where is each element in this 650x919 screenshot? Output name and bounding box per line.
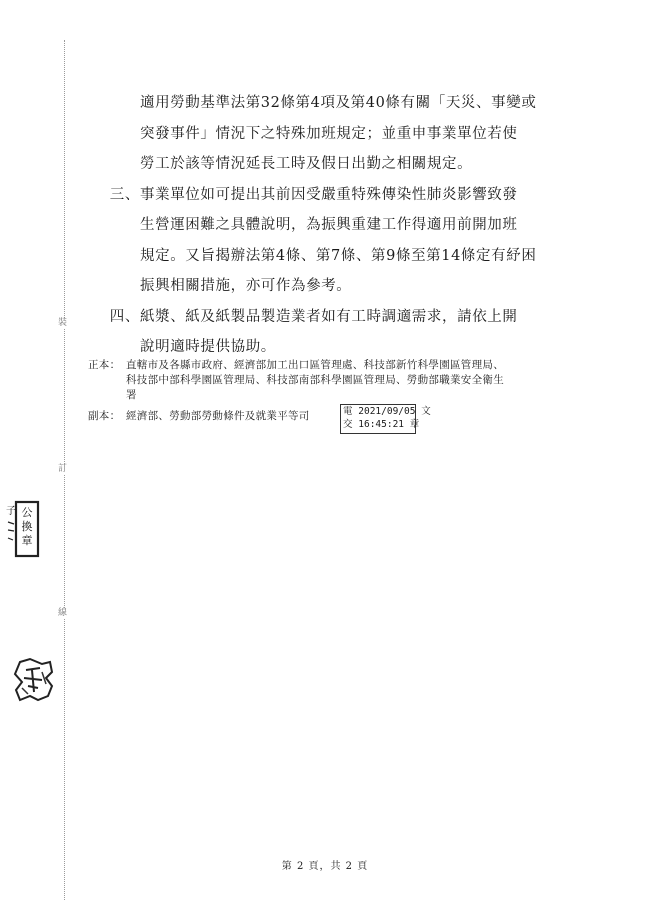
item-line: 規定。又旨揭辦法第4條、第7條、第9條至第14條定有紓困: [140, 247, 537, 264]
paragraph-line: 勞工於該等情況延長工時及假日出勤之相關規定。: [140, 156, 473, 172]
distribution-list: [88, 358, 588, 424]
item-line: 說明適時提供協助。: [140, 339, 276, 355]
main-recipients-text: 直轄市及各縣市政府、經濟部加工出口區管理處、科技部新竹科學園區管理局、: [126, 359, 504, 371]
stamp-row-1: [341, 405, 431, 418]
electronic-exchange-stamp: [340, 404, 431, 434]
exchange-seal-icon: [6, 500, 40, 558]
binding-mark-bottom: 線: [58, 608, 68, 618]
svg-text:子: 子: [6, 506, 16, 517]
binding-mark-top: 裝: [58, 318, 68, 328]
list-item-4: [100, 302, 600, 333]
stamp-char: 交: [343, 419, 353, 430]
copy-recipients-row: [88, 409, 588, 424]
item-line: 振興相關措施，亦可作為參考。: [140, 278, 352, 294]
svg-text:章: 章: [21, 534, 33, 547]
item-line: 事業單位如可提出其前因受嚴重特殊傳染性肺炎影響致發: [140, 186, 518, 203]
main-recipients-label: 正本：: [88, 359, 121, 371]
stamp-char: 章: [409, 419, 420, 430]
item-line: 生營運困難之具體說明，為振興重建工作得適用前開加班: [140, 217, 518, 233]
paragraph-line: 適用勞動基準法第32條第4項及第40條有關「天災、事變或: [140, 95, 537, 111]
main-recipients-row: [88, 358, 588, 373]
page-number-footer: 第 2 頁，共 2 頁: [281, 861, 369, 872]
item-number: 四、: [109, 308, 140, 325]
main-recipients-text: 署: [126, 389, 137, 401]
item-number: 三、: [109, 186, 140, 203]
stamp-row-2: [341, 418, 420, 431]
document-body: [100, 88, 600, 363]
list-item-3: [100, 180, 600, 211]
stamp-char: 文: [421, 406, 431, 417]
copy-recipients-text: 經濟部、勞動部勞動條件及就業平等司: [126, 410, 310, 422]
item-line: 紙漿、紙及紙製品製造業者如有工時調適需求，請依上開: [140, 308, 518, 325]
stamp-char: 電: [343, 406, 353, 417]
copy-recipients-label: 副本：: [88, 410, 121, 422]
main-recipients-text: 科技部中部科學園區管理局、科技部南部科學園區管理局、勞動部職業安全衛生: [126, 374, 504, 386]
paragraph-line: 突發事件」情況下之特殊加班規定；並重申事業單位若使: [140, 125, 518, 142]
binding-mark-middle: 訂: [58, 464, 68, 474]
stamp-time: 16:45:21: [358, 419, 405, 430]
stamp-date: 2021/09/05: [358, 406, 416, 417]
blurred-seal-icon: [12, 656, 56, 704]
svg-text:換: 換: [21, 520, 33, 533]
svg-text:公: 公: [21, 506, 33, 519]
